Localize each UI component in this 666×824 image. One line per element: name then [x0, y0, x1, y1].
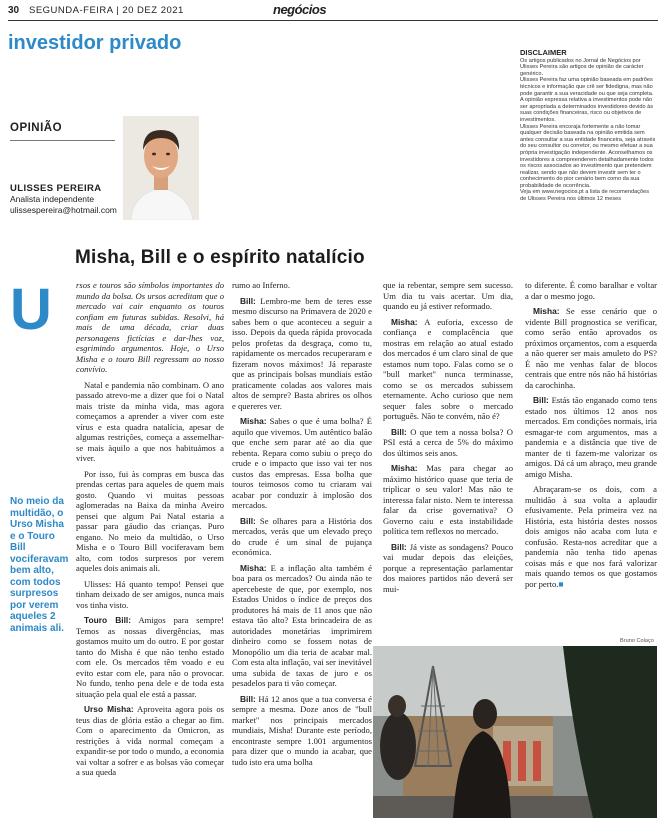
- speaker-label: Touro Bill:: [84, 615, 132, 625]
- speaker-label: Bill:: [240, 515, 256, 526]
- paragraph-text: Sabes o que é uma bolha? É aquilo que vivemos. Um autêntico balão que enche sem parar até ao dia que rebenta. Repara como subiu o preço do crude e o impacto que isso vai ter nos custos das empresas. Essa bolha que touros teimosos como tu criaram vai acabar por conduzir à implosão dos mercados.: [232, 416, 372, 510]
- speaker-label: Misha:: [240, 416, 267, 426]
- disclaimer-paragraph: Veja em www.negocios.pt a lista de recomendações de Ulisses Pereira nos últimos 12 meses: [520, 189, 650, 203]
- header-rule: [8, 20, 658, 21]
- paragraph: [76, 380, 224, 464]
- article-lead: rsos e touros são símbolos importantes do mundo da bolsa. Os ursos acreditam que o mercado vai cair enquanto os touros confiam em futuras subidas. Resolvi, há mais de uma década, criar duas personagens fictícias e dar-lhes voz, esgrimindo argumentos. Hoje, o Urso Misha e o touro Bill regressam ao nosso convívio.: [76, 280, 224, 374]
- speaker-label: Misha:: [533, 306, 560, 316]
- issue-date: SEGUNDA-FEIRA | 20 DEZ 2021: [29, 5, 184, 16]
- page-number: 30: [8, 5, 20, 16]
- drop-cap: U: [10, 277, 52, 342]
- disclaimer-heading: DISCLAIMER: [520, 48, 567, 57]
- paragraph-text: Por isso, fui às compras em busca das prendas certas para aqueles de quem mais gosto. Quando vi muitas pessoas aglomeradas na Baixa da minha Aveiro pensei que algum Pai Natal estaria a passar para gáudio das crianças. Puro engano. No meio da multidão, o Urso Misha e o Touro Bill vociferavam bem alto, com todos surpresos por verem aqueles dois animais ali.: [76, 468, 224, 573]
- paragraph-text: rumo ao Inferno.: [232, 280, 290, 290]
- paragraph: [76, 469, 224, 574]
- paragraph: [525, 395, 657, 479]
- paragraph-text: O que tem a nossa bolsa? O PSI está a cerca de 5% do máximo dos últimos seis anos.: [383, 426, 513, 458]
- disclaimer-paragraph: Os artigos publicados no Jornal de Negócios por Ulisses Pereira são artigos de opinião de carácter genérico.: [520, 57, 644, 77]
- paragraph-text: Aproveita agora pois os teus dias de glória estão a chegar ao fim. Com o aparecimento da Omicron, as restrições à vida normal começam a expandir-se por todo o mundo, a economia vai voltar a sofrer e as bolsas vão começar a sua queda: [76, 704, 224, 777]
- paragraph: [232, 280, 372, 291]
- author-email[interactable]: ulissespereira@hotmail.com: [10, 205, 117, 215]
- paragraph: [232, 296, 372, 412]
- author-block: [10, 183, 117, 216]
- paragraph: [232, 694, 372, 768]
- paragraph: [232, 516, 372, 558]
- speaker-label: Bill:: [391, 541, 407, 552]
- author-role: Analista independente: [10, 194, 95, 204]
- paragraph: [383, 427, 513, 459]
- paragraph: [232, 563, 372, 689]
- paragraph-text: Ulisses: Há quanto tempo! Pensei que tinham deixado de ser amigos, nunca mais vos tinha visto.: [76, 578, 224, 610]
- speaker-label: Misha:: [391, 316, 418, 327]
- paragraph-text: Lembro-me bem de teres esse mesmo discurso na Primavera de 2020 e sabes bem o que aconteceu a seguir a isso. Depois da queda rápida provocada pelos profetas da desgraça, como tu, rapidamente os mercados recuperaram e fizeram novos máximos! Já reparaste que as principais bolsas mundiais estão praticamente coladas aos valores mais altos de sempre? Basta abrires os olhos e quereres ver.: [232, 295, 372, 411]
- speaker-label: Urso Misha:: [84, 704, 134, 714]
- speaker-label: Bill:: [240, 295, 256, 306]
- paragraph-text: Se olhares para a História dos mercados, verás que um elevado preço do crude é um sinal de pujança económica.: [232, 515, 372, 557]
- speaker-label: Bill:: [533, 395, 549, 405]
- paragraph: [76, 615, 224, 699]
- paragraph-text: Amigos para sempre! Temos as nossas divergências, mas gostamos muito um do outro. E por gostar tanto do Misha é que não tenho estado com ele. Os mercados têm voado e eu evito estar com ele, para não o provocar. No fundo, tenho pena dele e de toda esta situação pela qual ele está a passar.: [76, 615, 224, 699]
- paragraph-text: que ia rebentar, sempre sem sucesso. Um dia tu vais acertar. Um dia, quando eu já estiver reformado.: [383, 280, 513, 311]
- paragraph: [76, 579, 224, 611]
- disclaimer-box: [520, 50, 656, 203]
- end-mark-icon: ■: [558, 578, 564, 589]
- page-header: [0, 0, 666, 22]
- article-column-3: [383, 280, 513, 635]
- paragraph-text: A euforia, excesso de confiança e complacência que mostras em relação ao atual estado dos mercados é um claro sinal de que estamos num topo. Falas como se o "bull market" nunca terminasse, como se os mercados subissem eternamente. Acho curioso que nem sequer fales sobre o mercado português. Não te convém, não é?: [383, 316, 513, 421]
- paragraph-text: Natal e pandemia não combinam. O ano passado atrevo-me a dizer que foi o Natal mais triste da minha vida, mas agora começamos a aprender a viver com este vírus e esta quadra natalícia, apesar de algumas restrições, começa a assemelhar-se mais àquilo a que nos habituámos a viver.: [76, 379, 224, 463]
- article-column-2: [232, 280, 372, 820]
- article-title: Misha, Bill e o espírito natalício: [75, 247, 365, 268]
- disclaimer-paragraph: Ulisses Pereira encoraja fortemente a não tomar qualquer decisão baseada na opinião emitida sem antes consultar a sua entidade financeira, seja através do seu consultor ou corretor, ou mesmo efetuar a sua própria investigação independente. Aconselhamos os investidores a compreenderem detalhadamente todos os riscos associados ao investimento que pretendem realizar, sendo que não devem investir sem ter o conhecimento do pior cenário bem como da sua probabilidade de ocorrência.: [520, 123, 656, 189]
- paragraph: [383, 463, 513, 537]
- newspaper-logo: negócios: [273, 2, 327, 17]
- photo-credit: Bruno Colaço: [620, 638, 654, 644]
- paragraph-text: E a inflação alta também é boa para os mercados? Ou ainda não te apercebeste de que, por exemplo, nos Estados Unidos o índice de preços dos produtores há mais de 11 anos que não estava tão alto? Esta brincadeira de as autoridades monetárias imprimirem dinheiro como se fossem notas de Monopólio um dia teria de acabar mal. Com esta alta inflação, vai ser inevitável uma subida de taxas de juro e os pesadelos para ti vão começar.: [232, 562, 372, 688]
- paragraph: [525, 484, 657, 589]
- article-column-4: [525, 280, 657, 635]
- author-photo: [123, 116, 199, 220]
- paragraph: [383, 542, 513, 595]
- speaker-label: Misha:: [391, 463, 418, 473]
- paragraph-text: Já viste as sondagens? Pouco vai mudar depois das eleições, porque a representação parlamentar dos maiores partidos não deverá ser mui-: [383, 541, 513, 594]
- paragraph-text: to diferente. É como baralhar e voltar a dar o mesmo jogo.: [525, 280, 657, 301]
- article-column-1: [76, 280, 224, 820]
- opinion-rule: [10, 140, 115, 141]
- speaker-label: Misha:: [240, 562, 267, 573]
- paragraph-text: Abraçaram-se os dois, com a multidão à sua volta a aplaudir efusivamente. Pela primeira vez na História, esta história destes nossos dois amigos não acaba com luta e confusão. Resta-nos acreditar que a pandemia não tenha tido apenas coisas más e que nos fará valorizar mais quando temos os que gostamos por perto.: [525, 484, 657, 589]
- paragraph-text: Há 12 anos que a tua conversa é sempre a mesma. Doze anos de "bull market" nos principais mercados mundiais, Misha! Durante este período, encontraste sempre 1.001 argumentos para dizer que o mundo ia acabar, que tudo isto era uma bolha: [232, 693, 372, 767]
- paragraph-text: Se esse cenário que o vidente Bill prognostica se verificar, como serão então aprovados os próximos orçamentos, com a esquerda a não querer ser mais amuleto do PS? É não me venhas falar de blocos centrais que entre nós não há histórias da carochinha.: [525, 306, 657, 390]
- paragraph: [383, 280, 513, 312]
- pull-quote: No meio da multidão, o Urso Misha e o Touro Bill vociferavam bem alto, com todos surpresos por verem aqueles 2 animais ali.: [10, 496, 69, 634]
- paragraph: [383, 317, 513, 422]
- opinion-label: OPINIÃO: [10, 122, 63, 134]
- paragraph-text: Mas para chegar ao máximo histórico quase que teria de triplicar o seu valor! Mas não te interessa falar nisto. Nem te interessa falar da crise governativa? O Governo caiu e esta instabilidade política tem reflexos no mercado.: [383, 463, 513, 536]
- speaker-label: Bill:: [240, 693, 256, 704]
- paragraph: [525, 280, 657, 301]
- author-name: ULISSES PEREIRA: [10, 183, 102, 194]
- section-title: investidor privado: [8, 32, 182, 54]
- article-photo: [373, 646, 657, 818]
- speaker-label: Bill:: [391, 426, 407, 437]
- disclaimer-paragraph: Ulisses Pereira faz uma opinião baseada em padrões técnicos e informação que crê ser fidedigna, mas não pode garantir a sua veracidade ou que seja completa. A opinião expressa relativa a investimentos pode não ser apropriada a determinados investidores devido às suas condições financeiras, risco ou objetivos de investimentos.: [520, 77, 654, 123]
- paragraph: [525, 306, 657, 390]
- paragraph: [232, 416, 372, 511]
- paragraph-text: Estás tão enganado como tens estado nos últimos 12 anos nos mercados. Em condições normais, iria esmagar-te com argumentos, mas a pandemia e a distância que tive de manter de ti fazem-me valorizar os amigos. Dá cá um abraço, meu grande amigo Misha.: [525, 395, 657, 479]
- paragraph: [76, 704, 224, 778]
